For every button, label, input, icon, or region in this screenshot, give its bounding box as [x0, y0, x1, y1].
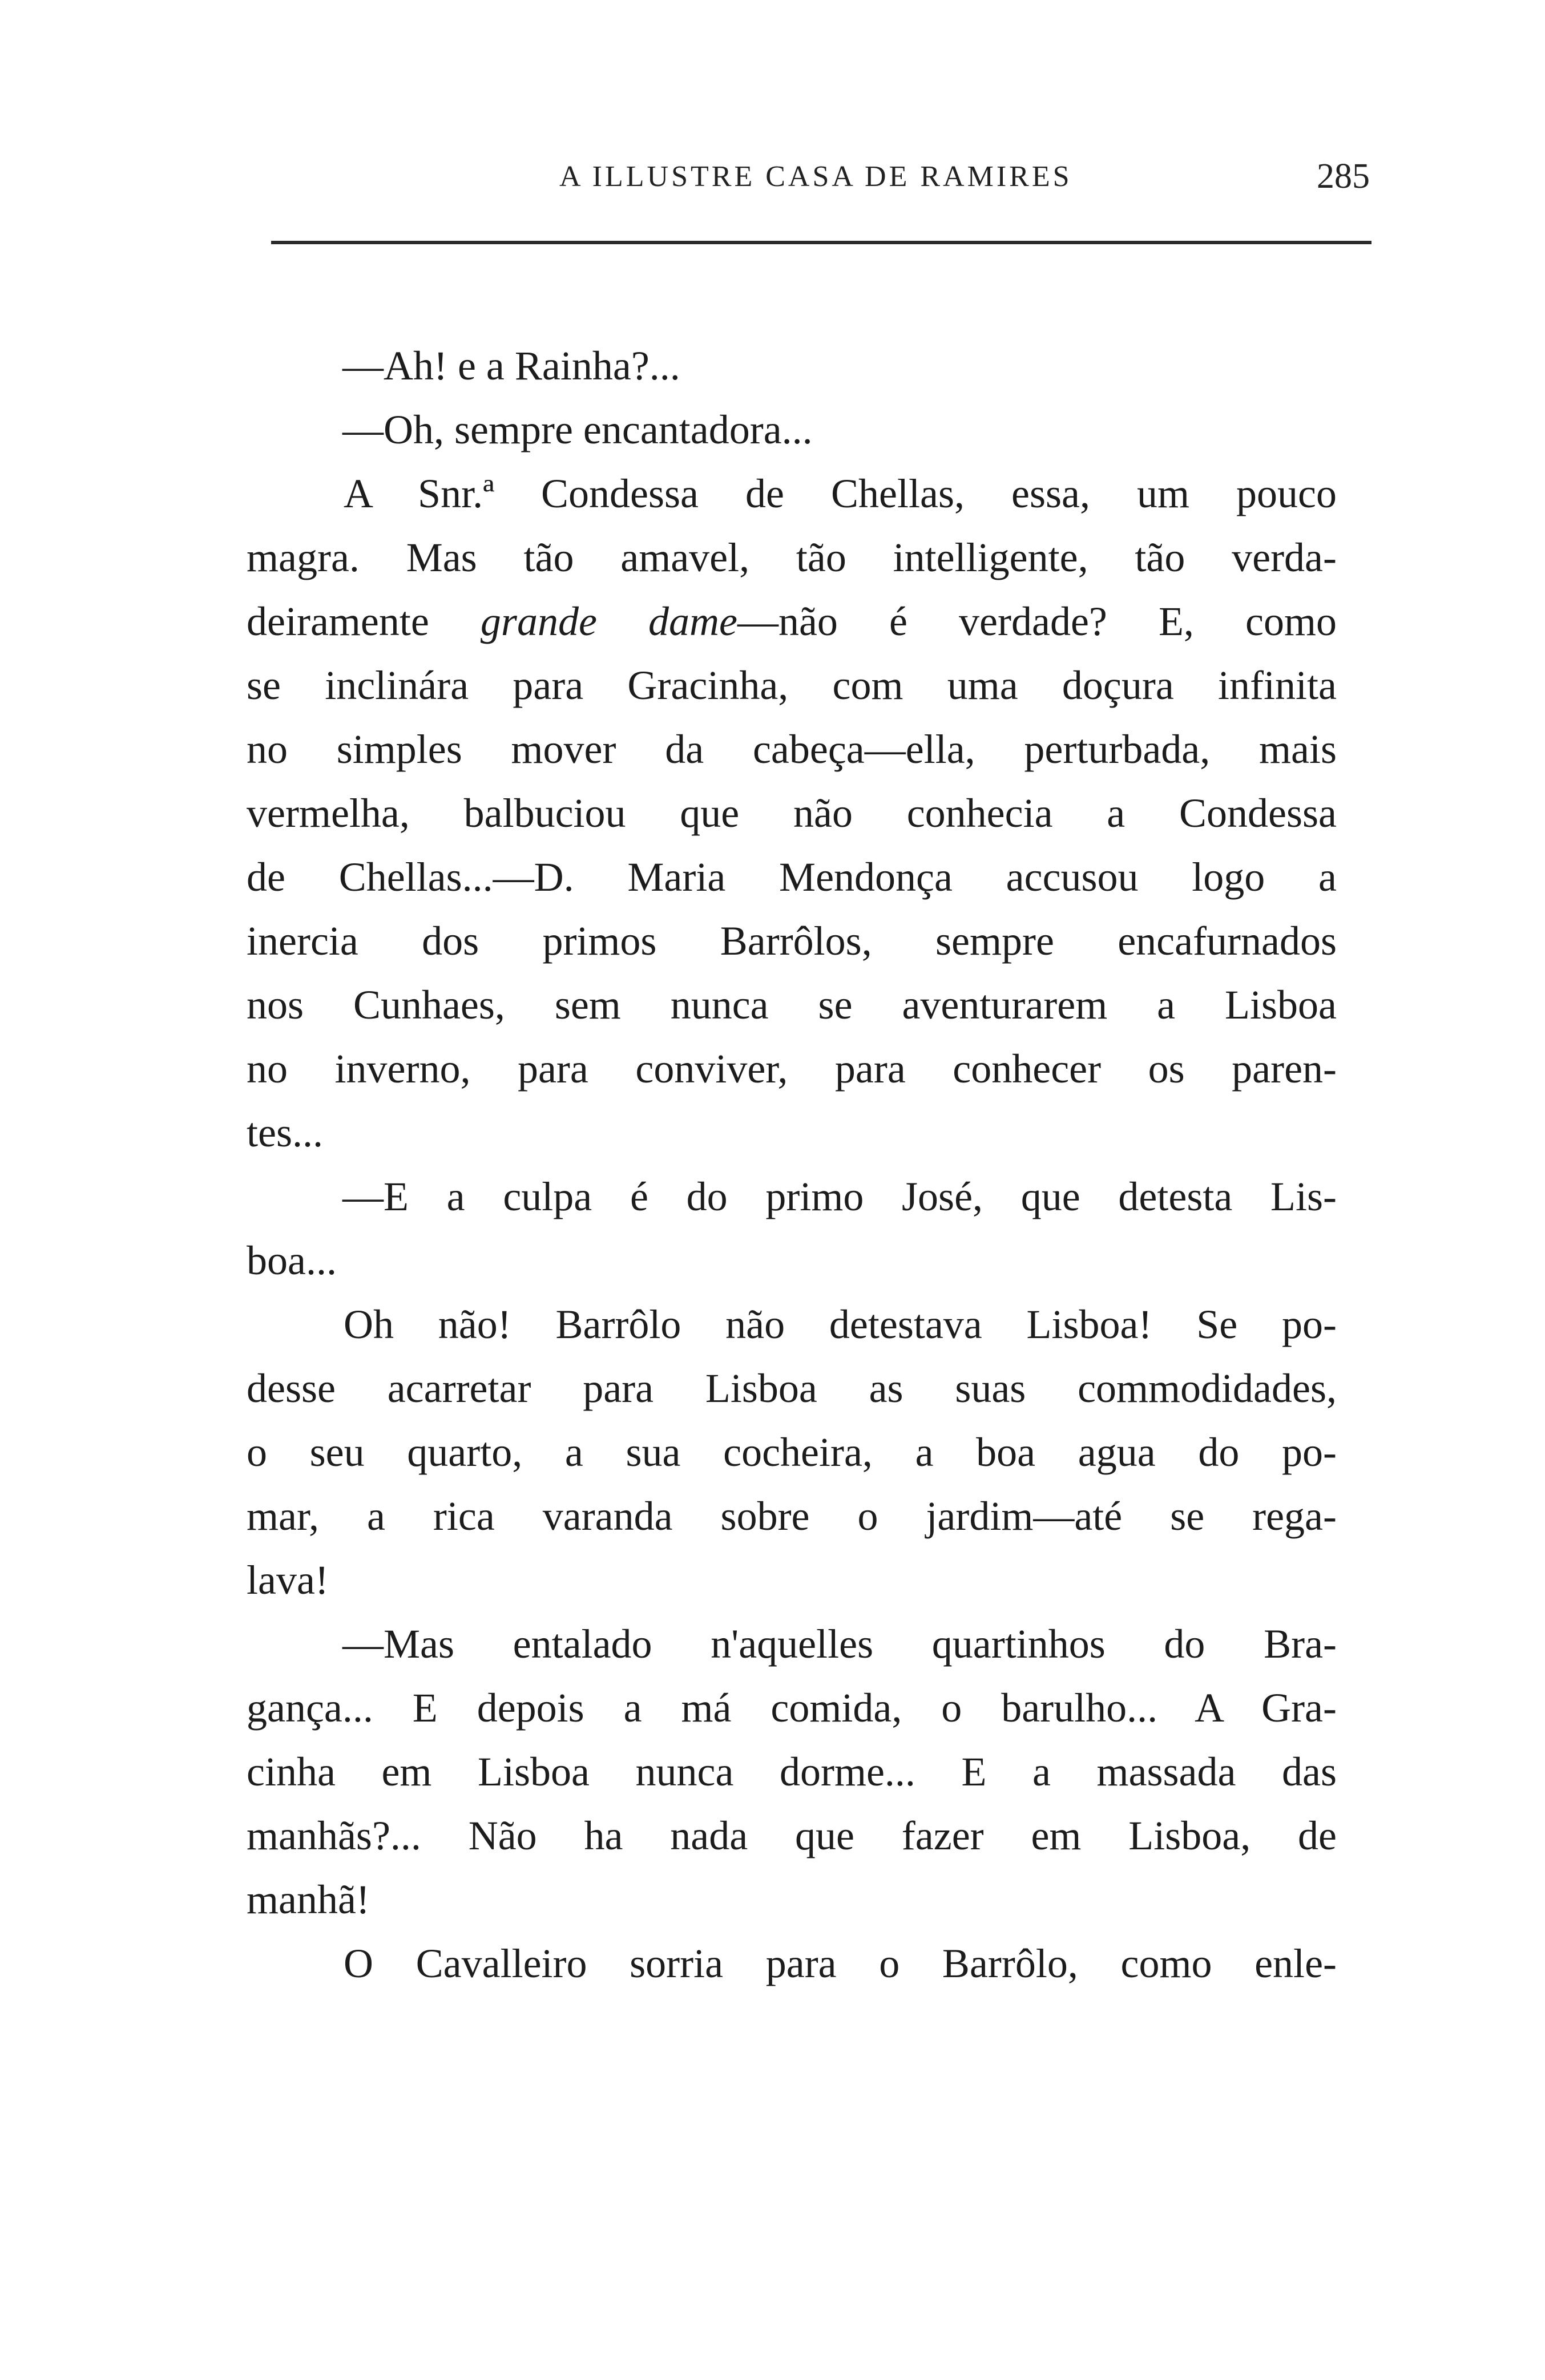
text-line: Oh não! Barrôlo não detestava Lisboa! Se po- [344, 1302, 1337, 1347]
text-line: manhã! [247, 1877, 370, 1922]
text-line: —Oh, sempre encantadora... [342, 407, 813, 452]
text-line: no simples mover da cabeça—ella, perturbada, mais [247, 726, 1337, 772]
text-line: tes... [247, 1110, 323, 1155]
text-line: —Ah! e a Rainha?... [342, 343, 680, 389]
text-line: desse acarretar para Lisboa as suas commodidades, [247, 1365, 1337, 1411]
text-line: —E a culpa é do primo José, que detesta Lis- [342, 1174, 1337, 1219]
text-line: lava! [247, 1557, 329, 1603]
text-line: de Chellas...—D. Maria Mendonça accusou logo a [247, 854, 1337, 900]
text-fragment: —não é verdade? E, como [737, 599, 1337, 644]
text-line: manhãs?... Não ha nada que fazer em Lisboa, de [247, 1813, 1337, 1858]
running-head [251, 154, 1370, 200]
text-line: boa... [247, 1238, 337, 1283]
text-line: mar, a rica varanda sobre o jardim—até se rega- [247, 1493, 1337, 1539]
text-line: —Mas entalado n'aquelles quartinhos do Bra- [342, 1621, 1337, 1667]
text-fragment: deiramente [247, 599, 429, 644]
text-line [247, 589, 1337, 653]
text-line: O Cavalleiro sorria para o Barrôlo, como enle- [344, 1941, 1337, 1986]
text-line: se inclinára para Gracinha, com uma doçura infinita [247, 662, 1337, 708]
italic-phrase: grande dame [480, 599, 737, 644]
text-line: o seu quarto, a sua cocheira, a boa agua do po- [247, 1429, 1337, 1475]
text-line: vermelha, balbuciou que não conhecia a Condessa [247, 790, 1337, 836]
running-title: A ILLUSTRE CASA DE RAMIRES [559, 160, 1072, 193]
header-rule [271, 241, 1371, 244]
text-line: A Snr.ª Condessa de Chellas, essa, um pouco [344, 471, 1337, 516]
body-text [247, 334, 1337, 1995]
page-number: 285 [1317, 157, 1370, 196]
text-line: nos Cunhaes, sem nunca se aventurarem a Lisboa [247, 982, 1337, 1028]
text-line: gança... E depois a má comida, o barulho... A Gra- [247, 1685, 1337, 1731]
text-line: cinha em Lisboa nunca dorme... E a massada das [247, 1749, 1337, 1795]
text-line: inercia dos primos Barrôlos, sempre encafurnados [247, 918, 1337, 964]
text-line: magra. Mas tão amavel, tão intelligente, tão verda- [247, 535, 1337, 580]
text-line: no inverno, para conviver, para conhecer os paren- [247, 1046, 1337, 1092]
